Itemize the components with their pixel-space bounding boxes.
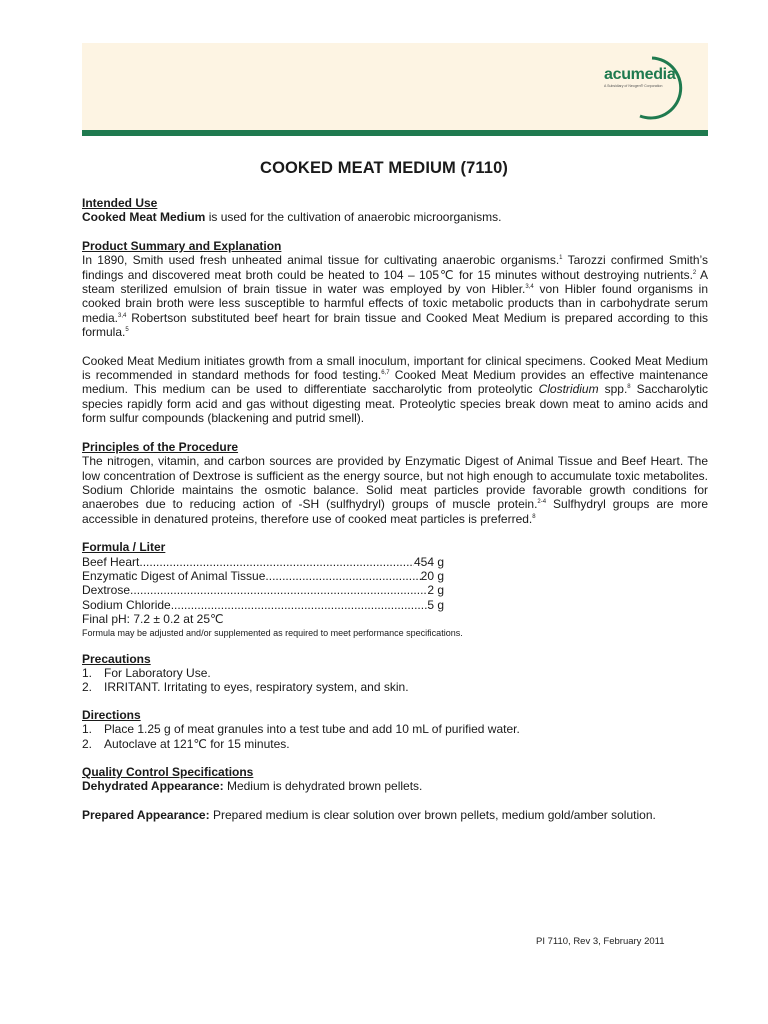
item-number: 2. [82, 736, 93, 751]
item-number: 1. [82, 665, 93, 680]
text-run: A steam sterilized emulsion of brain tissue in water was employed by von Hibler. [82, 267, 708, 297]
formula-row [82, 583, 444, 597]
ingredient-amount: 20 g [420, 568, 444, 583]
ingredient-amount: 5 g [427, 597, 444, 612]
qc-dehydrated [82, 779, 708, 793]
formula-row [82, 598, 444, 612]
qc-prepared [82, 808, 708, 822]
citation: 8 [532, 513, 536, 520]
summary-paragraph-2 [82, 354, 708, 426]
item-number: 2. [82, 680, 93, 695]
citation: 3,4 [525, 284, 534, 291]
text-run: Cooked Meat Medium initiates growth from a small inoculum, important for clinical specimens. Cooked Meat Medium is recommended in standard methods for food testing. [82, 353, 708, 383]
list-item [82, 666, 708, 680]
document-body [82, 196, 708, 822]
text-run: Robertson substituted beef heart for brain tissue and Cooked Meat Medium is prepared according to this formula. [82, 310, 708, 340]
item-text: For Laboratory Use. [104, 665, 211, 680]
footer-revision: PI 7110, Rev 3, February 2011 [536, 936, 665, 947]
summary-paragraph-1 [82, 253, 708, 339]
citation: 3,4 [118, 312, 127, 319]
header-rule [82, 130, 708, 136]
document-title: COOKED MEAT MEDIUM (7110) [260, 159, 508, 177]
text-run: Saccharolytic species rapidly form acid and gas without digesting meat. Proteolytic species break down meat to amino acids and form sulfur compounds (blackening and putrid smell). [82, 382, 708, 426]
citation: 5 [125, 327, 129, 334]
citation: 2 [692, 269, 697, 276]
formula-table [82, 555, 444, 613]
ingredient-name: Sodium Chloride [82, 597, 171, 612]
leader-dots [265, 569, 420, 583]
logo-subtext: A Subsidiary of Neogen® Corporation [604, 84, 663, 88]
ingredient-name: Beef Heart [82, 554, 140, 569]
summary-heading: Product Summary and Explanation [82, 238, 282, 253]
citation: 2-4 [537, 499, 547, 506]
citation: 6,7 [381, 370, 390, 377]
precautions-heading: Precautions [82, 651, 151, 666]
qc-heading: Quality Control Specifications [82, 765, 254, 779]
intended-use-heading: Intended Use [82, 196, 158, 210]
formula-row [82, 555, 444, 569]
citation: 1 [559, 255, 563, 262]
principles-paragraph [82, 454, 708, 526]
item-text: Autoclave at 121℃ for 15 minutes. [104, 736, 290, 751]
text-run: Sulfhydryl groups are more accessible in denatured proteins, therefore use of cooked meat particles is preferred. [82, 497, 708, 526]
list-item [82, 680, 708, 694]
qc-label: Prepared Appearance: [82, 807, 210, 822]
item-text: IRRITANT. Irritating to eyes, respiratory system, and skin. [104, 680, 409, 695]
text-run: In 1890, Smith used fresh unheated animal tissue for cultivating anaerobic organisms. [82, 253, 560, 268]
precautions-list [82, 666, 708, 695]
intended-use-lead: Cooked Meat Medium [82, 210, 206, 225]
ingredient-name: Dextrose [82, 583, 131, 598]
logo-text: acumedia [604, 66, 676, 83]
list-item [82, 722, 708, 736]
final-ph: Final pH: 7.2 ± 0.2 at 25℃ [82, 612, 224, 627]
item-text: Place 1.25 g of meat granules into a test tube and add 10 mL of purified water. [104, 722, 520, 737]
text-run: The nitrogen, vitamin, and carbon sources are provided by Enzymatic Digest of Animal Tissue and Beef Heart. The low concentration of Dextrose is sufficient as the energy source, but not high enough to accumulate toxic metabolites. Sodium Chloride maintains the osmotic balance. Solid meat particles provide favorable growth conditions for anaerobes due to reducing action of -SH (sulfhydryl) groups of muscle protein. [82, 454, 708, 512]
text-run: spp. [598, 382, 628, 397]
formula-heading: Formula / Liter [82, 540, 166, 555]
intended-use-body: is used for the cultivation of anaerobic microorganisms. [205, 210, 502, 225]
ingredient-name: Enzymatic Digest of Animal Tissue [82, 568, 266, 583]
leader-dots [139, 555, 414, 569]
intended-use-text [82, 210, 708, 224]
leader-dots [171, 598, 428, 612]
formula-note: Formula may be adjusted and/or supplemented as required to meet performance specifications. [82, 627, 463, 638]
directions-heading: Directions [82, 707, 141, 722]
directions-list [82, 722, 708, 751]
qc-text: Prepared medium is clear solution over brown pellets, medium gold/amber solution. [209, 807, 656, 822]
text-run: Tarozzi confirmed Smith’s findings and discovered meat broth could be heated to 104 – 105℃ for 15 minutes without destroying nutrients. [82, 253, 709, 282]
leader-dots [130, 583, 427, 597]
ingredient-amount: 2 g [427, 583, 444, 598]
principles-heading: Principles of the Procedure [82, 439, 239, 454]
ingredient-amount: 454 g [413, 554, 444, 569]
genus-name: Clostridium [538, 382, 599, 397]
item-number: 1. [82, 722, 93, 737]
qc-text: Medium is dehydrated brown pellets. [223, 779, 423, 794]
citation: 8 [627, 384, 631, 391]
formula-row [82, 569, 444, 583]
qc-label: Dehydrated Appearance: [82, 779, 224, 794]
text-run: Cooked Meat Medium provides an effective maintenance medium. This medium can be used to differentiate saccharolytic from proteolytic [82, 368, 708, 397]
text-run: von Hibler found organisms in cooked brain broth were less susceptible to harmful effects of toxic metabolic products than in carbohydrate serum media. [82, 282, 709, 325]
list-item [82, 737, 708, 751]
